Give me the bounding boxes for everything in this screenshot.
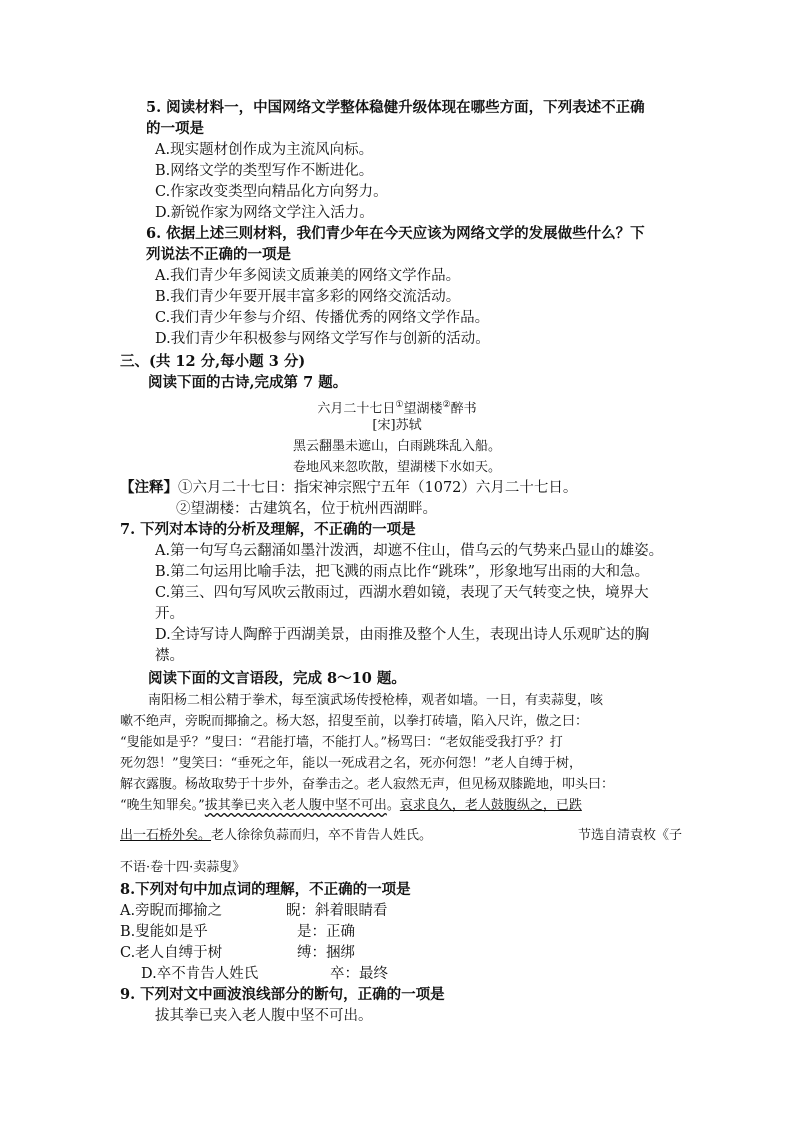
q6-option-b: B.我们青少年要开展丰富多彩的网络交流活动。 [155, 289, 461, 305]
q8-option-b-left: B.叟能如是乎 [120, 924, 208, 940]
q7-stem: 7. 下列对本诗的分析及理解，不正确的一项是 [120, 521, 416, 538]
q8-option-c-right: 缚：捆绑 [297, 945, 355, 961]
section3-instruction: 阅读下面的古诗,完成第 7 题。 [148, 374, 348, 391]
passage-source-part2: 不语·卷十四·卖蒜叟》 [120, 860, 246, 875]
q5-stem-line2: 的一项是 [146, 120, 204, 137]
footnote-marker-2: ② [442, 400, 451, 410]
note-2: ②望湖楼：古建筑名，位于杭州西湖畔。 [176, 501, 437, 517]
wavy-underlined-sentence: 拔其拳已夹入老人腹中坚不可出 [204, 798, 387, 813]
poem-line-1: 黑云翻墨未遮山，白雨跳珠乱入船。 [292, 439, 501, 454]
q8-option-d-right: 卒：最终 [330, 966, 388, 982]
q8-option-a-left: A.旁睨而揶揄之 [120, 903, 223, 919]
q7-option-b: B.第二句运用比喻手法，把飞溅的雨点比作“跳珠”，形象地写出雨的大和急。 [155, 564, 650, 580]
q5-option-b: B.网络文学的类型写作不断进化。 [155, 163, 374, 179]
note-1: ①六月二十七日：指宋神宗熙宁五年（1072）六月二十七日。 [178, 480, 578, 496]
classical-paragraph-line-6 [120, 796, 582, 816]
quote-guilty: “晚生知罪矣。” [120, 798, 205, 813]
classical-ending: 老人徐徐负蒜而归，卒不肯告人姓氏。 [211, 828, 433, 843]
q6-option-c: C.我们青少年参与介绍、传播优秀的网络文学作品。 [155, 310, 490, 326]
q8-option-a-right: 睨：斜着眼睛看 [286, 903, 388, 919]
classical-paragraph-line-5: 解衣露腹。杨故取势于十步外，奋拳击之。老人寂然无声，但见杨双膝跪地，叩头曰： [120, 777, 615, 792]
q9-sentence: 拔其拳已夹入老人腹中坚不可出。 [155, 1008, 373, 1024]
poem-line-2: 卷地风来忽吹散，望湖楼下水如天。 [292, 460, 501, 475]
notes-line-1 [120, 478, 577, 498]
classical-paragraph-line-4: 死勿怨！”叟笑曰：“垂死之年，能以一死成君之名，死亦何怨！”老人自缚于树， [120, 756, 582, 771]
q5-option-c: C.作家改变类型向精品化方向努力。 [155, 184, 388, 200]
notes-label: 【注释】 [120, 479, 178, 496]
q8-option-c-left: C.老人自缚于树 [120, 945, 223, 961]
underlined-phrase-2: 出一石桥外矣。 [120, 828, 212, 843]
classical-instruction: 阅读下面的文言语段，完成 8～10 题。 [148, 670, 406, 687]
q8-stem: 8.下列对句中加点词的理解，不正确的一项是 [120, 881, 411, 898]
q5-option-a: A.现实题材创作成为主流风向标。 [155, 142, 374, 158]
q9-stem: 9. 下列对文中画波浪线部分的断句，正确的一项是 [120, 986, 445, 1003]
q5-option-d: D.新锐作家为网络文学注入活力。 [155, 205, 374, 221]
poem-title-part2: 望湖楼 [403, 401, 443, 417]
q7-option-d-line1: D.全诗写诗人陶醉于西湖美景，由雨推及整个人生，表现出诗人乐观旷达的胸 [155, 627, 650, 643]
footnote-marker-1: ① [395, 400, 404, 410]
q6-stem-line1: 6. 依据上述三则材料，我们青少年在今天应该为网络文学的发展做些什么？下 [146, 225, 645, 242]
period: 。 [386, 798, 400, 813]
underlined-phrase-1: 哀求良久，老人鼓腹纵之，已跌 [399, 798, 582, 813]
q7-option-d-line2: 襟。 [155, 648, 184, 664]
q5-stem-line1: 5. 阅读材料一，中国网络文学整体稳健升级体现在哪些方面，下列表述不正确 [146, 99, 645, 116]
poem-author: [宋]苏轼 [372, 418, 422, 433]
section3-heading: 三、(共 12 分,每小题 3 分) [120, 353, 306, 370]
q6-option-a: A.我们青少年多阅读文质兼美的网络文学作品。 [155, 268, 461, 284]
q7-option-c-line2: 开。 [155, 606, 184, 622]
classical-paragraph-line-7 [120, 826, 682, 846]
poem-title-part1: 六月二十七日 [317, 401, 396, 417]
q6-stem-line2: 列说法不正确的一项是 [146, 246, 291, 263]
q6-option-d: D.我们青少年积极参与网络文学写作与创新的活动。 [155, 331, 490, 347]
classical-paragraph-line-2: 嗽不绝声，旁睨而揶揄之。杨大怒，招叟至前，以拳打砖墙，陷入尺许，傲之曰： [120, 714, 589, 729]
q7-option-a: A.第一句写乌云翻涌如墨汁泼洒，却遮不住山，借乌云的气势来凸显山的雄姿。 [155, 543, 664, 559]
q8-option-b-right: 是：正确 [297, 924, 355, 940]
q7-option-c-line1: C.第三、四句写风吹云散雨过，西湖水碧如镜，表现了天气转变之快，境界大 [155, 585, 649, 601]
classical-paragraph-line-1: 南阳杨二相公精于拳术，每至演武场传授枪棒，观者如墙。一日，有卖蒜叟，咳 [148, 693, 604, 708]
passage-source-part1: 节选自清袁枚《子 [577, 828, 682, 843]
q8-option-d-left: D.卒不肯告人姓氏 [141, 966, 259, 982]
poem-title-part3: 醉书 [450, 401, 477, 417]
classical-paragraph-line-3: “叟能如是乎？”叟曰：“君能打墙，不能打人。”杨骂曰：“老奴能受我打乎？打 [120, 735, 563, 750]
